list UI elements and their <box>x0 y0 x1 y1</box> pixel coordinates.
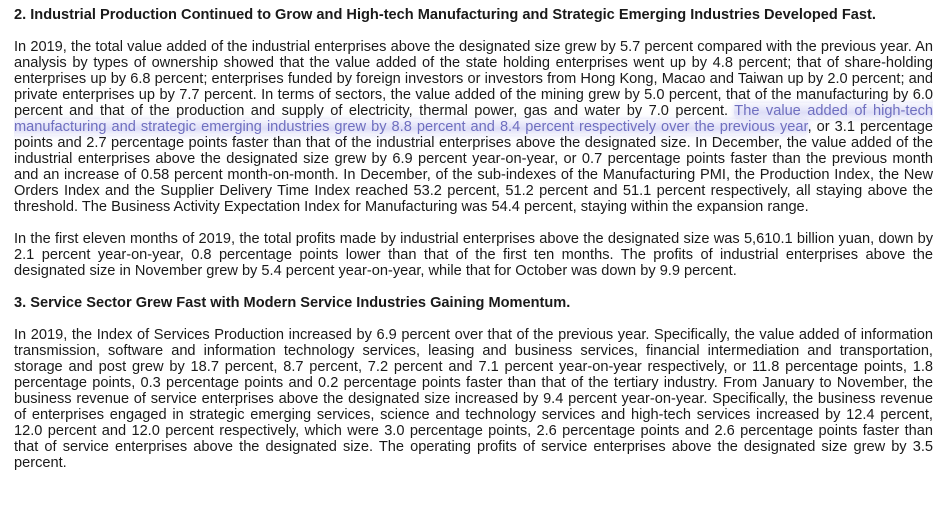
paragraph-text: In 2019, the total value added of the industrial enterprises above the designated size grew by 5.7 percent compared with the previous year. An analysis by types of ownership showed that the value added of the state holding enterprises went up by 4.8 percent; that of share-holding enterprises up by 6.8 percent; enterprises funded by foreign investors or investors from Hong Kong, Macao and Taiwan up by 2.0 percent; and private enterprises up by 7.7 percent. In terms of sectors, the value added of the mining grew by 5.0 percent, that of the manufacturing by 6.0 percent and that of the production and supply of electricity, thermal power, gas and water by 7.0 percent. <box>14 39 933 119</box>
paragraph-text: , or 3.1 percentage points and 2.7 percentage points faster than that of the industrial enterprises above the designated size. In December, the value added of the industrial enterprises above the designated size grew by 6.9 percent year-on-year, or 0.7 percentage points faster than the previous month and an increase of 0.58 percent month-on-month. In December, of the sub-indexes of the Manufacturing PMI, the Production Index, the New Orders Index and the Supplier Delivery Time Index reached 53.2 percent, 51.2 percent and 51.1 percent respectively, all staying above the threshold. The Business Activity Expectation Index for Manufacturing was 54.4 percent, staying within the expansion range. <box>14 119 933 215</box>
section-2-heading: 2. Industrial Production Continued to Grow and High-tech Manufacturing and Strategic Emerging Industries Developed Fast. <box>14 7 876 23</box>
spacer <box>14 279 933 295</box>
spacer <box>14 311 933 327</box>
section-2-paragraph-2: In the first eleven months of 2019, the total profits made by industrial enterprises above the designated size was 5,610.1 billion yuan, down by 2.1 percent year-on-year, 0.8 percentage points lower than that of the first ten months. The profits of industrial enterprises above the designated size in November grew by 5.4 percent year-on-year, while that for October was down by 9.9 percent. <box>14 231 933 279</box>
section-2-paragraph-1 <box>14 39 933 215</box>
spacer <box>14 215 933 231</box>
highlighted-text[interactable]: The value added of high-tech manufacturing and strategic emerging industries grew by 8.8 percent and 8.4 percent respectively over the previous year <box>14 103 933 135</box>
section-3-paragraph-1: In 2019, the Index of Services Production increased by 6.9 percent over that of the previous year. Specifically, the value added of information transmission, software and information technology services, leasing and business services, financial intermediation and transportation, storage and post grew by 18.7 percent, 8.7 percent, 7.2 percent and 7.1 percent year-on-year respectively, or 11.8 percentage points, 1.8 percentage points, 0.3 percentage points and 0.2 percentage points faster than that of the tertiary industry. From January to November, the business revenue of service enterprises above the designated size increased by 9.4 percent year-on-year. Specifically, the business revenue of enterprises engaged in strategic emerging services, science and technology services and high-tech services increased by 12.4 percent, 12.0 percent and 12.0 percent respectively, which were 3.0 percentage points, 2.6 percentage points and 2.6 percentage points faster than that of service enterprises above the designated size. The operating profits of service enterprises above the designated size grew by 3.5 percent. <box>14 327 933 471</box>
document-body <box>14 7 933 471</box>
spacer <box>14 23 933 39</box>
section-3-heading: 3. Service Sector Grew Fast with Modern Service Industries Gaining Momentum. <box>14 295 571 311</box>
